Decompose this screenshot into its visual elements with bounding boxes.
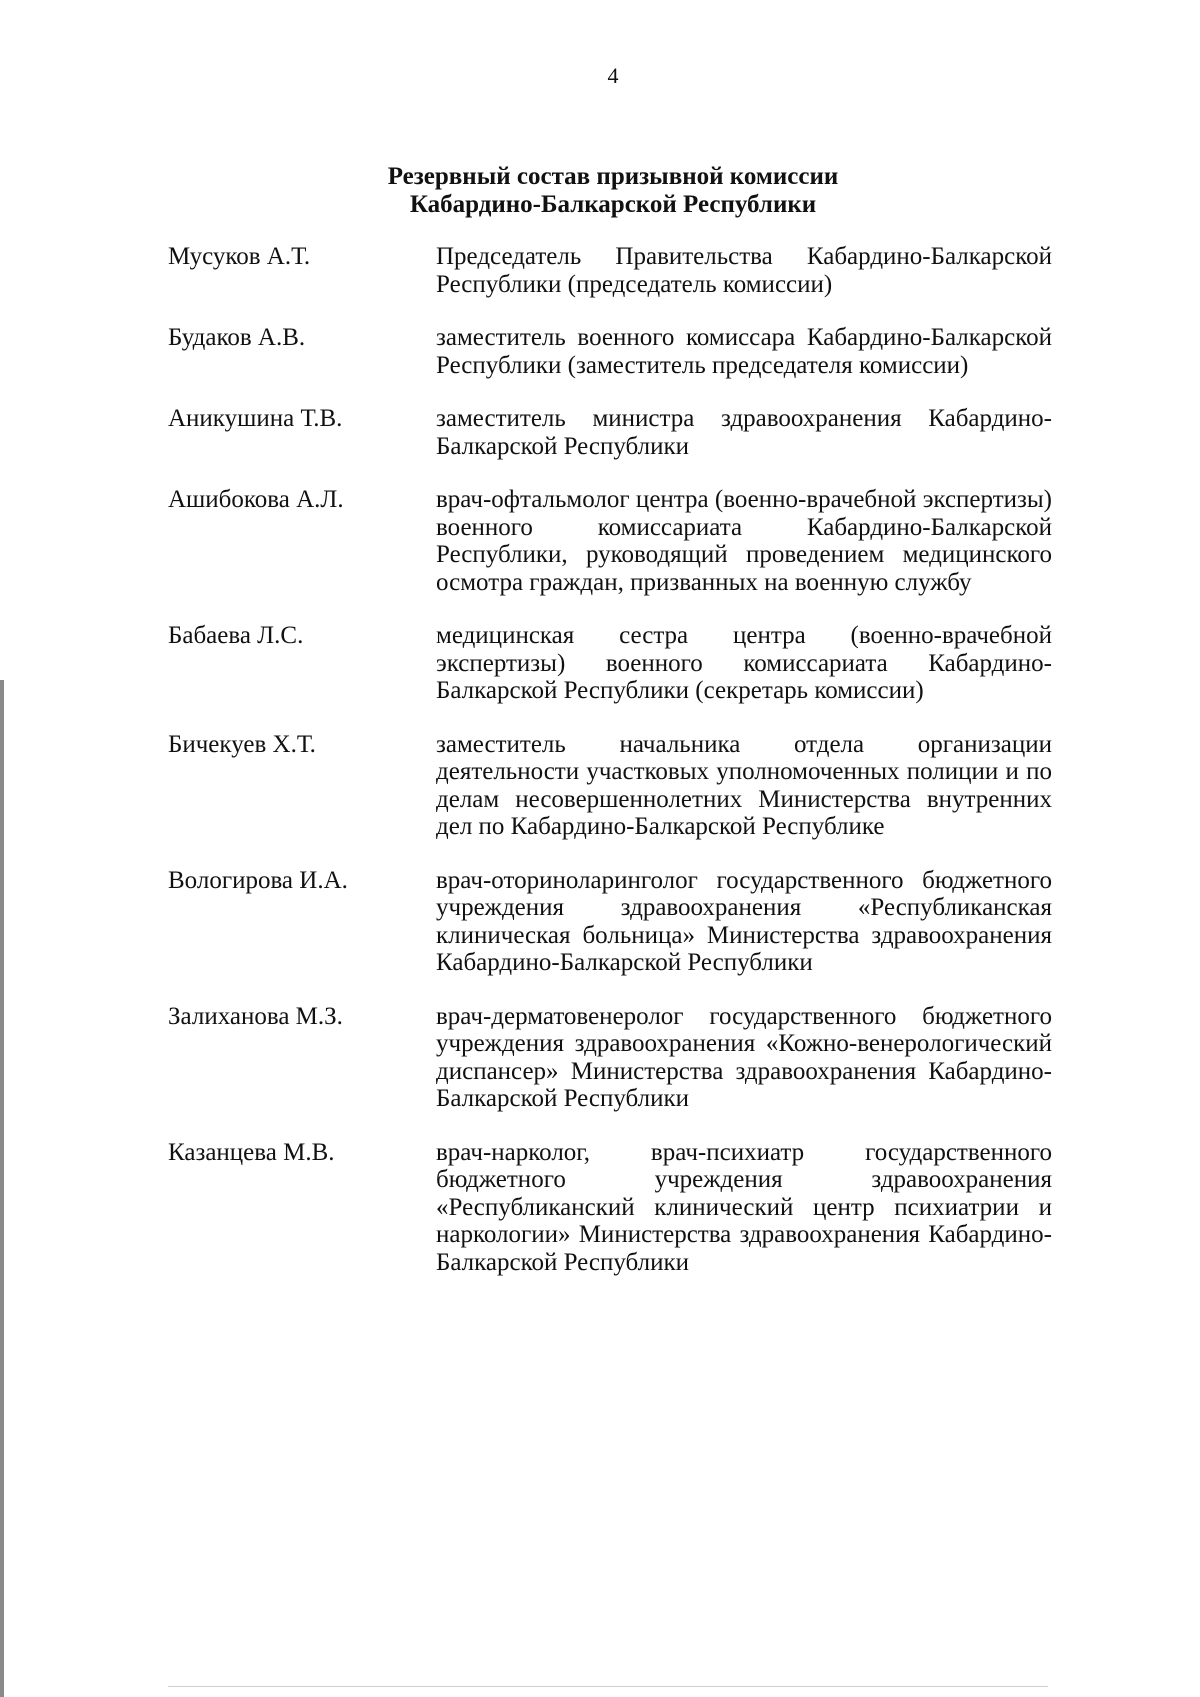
member-name: Бабаева Л.С. [168,622,304,649]
member-name: Казанцева М.В. [168,1138,335,1166]
member-name: Аникушина Т.В. [168,405,343,432]
member-row [168,1139,1052,1277]
page-title [0,163,1200,219]
member-name: Мусуков А.Т. [168,243,311,270]
member-row [168,731,1052,841]
scan-edge-shadow [0,680,4,1697]
member-role: заместитель военного комиссара Кабардино-Балкарской Республики (заместитель председателя комиссии) [436,324,1052,379]
member-row [168,486,1052,596]
member-row [168,405,1052,460]
member-role: врач-офтальмолог центра (военно-врачебной экспертизы) военного комиссариата Кабардино-Балкарской Республики, руководящий проведением медицинского осмотра граждан, призванных на военную службу [436,486,1052,596]
bottom-edge-line [168,1686,1048,1687]
member-name: Будаков А.В. [168,324,306,351]
member-row [168,622,1052,705]
member-row [168,324,1052,379]
member-name: Ашибокова А.Л. [168,486,344,513]
member-row [168,867,1052,977]
member-role: врач-оториноларинголог государственного бюджетного учреждения здравоохранения «Республиканская клиническая больница» Министерства здравоохранения Кабардино-Балкарской Республики [436,866,1052,976]
member-name: Вологирова И.А. [168,866,348,894]
member-list [168,243,1052,1302]
member-row [168,243,1052,298]
member-name: Залиханова М.З. [168,1002,343,1030]
member-role: врач-дерматовенеролог государственного бюджетного учреждения здравоохранения «Кожно-венерологический диспансер» Министерства здравоохранения Кабардино-Балкарской Республики [436,1002,1052,1112]
member-role: медицинская сестра центра (военно-врачебной экспертизы) военного комиссариата Кабардино-Балкарской Республики (секретарь комиссии) [436,622,1052,704]
page-number: 4 [607,63,619,88]
member-row [168,1003,1052,1113]
title-line-1: Резервный состав призывной комиссии [387,163,839,190]
member-role: заместитель начальника отдела организации деятельности участковых уполномоченных полиции и по делам несовершеннолетних Министерства внутренних дел по Кабардино-Балкарской Республике [436,730,1052,840]
member-role: врач-нарколог, врач-психиатр государственного бюджетного учреждения здравоохранения «Республиканский клинический центр психиатрии и наркологии» Министерства здравоохранения Кабардино-Балкарской Республики [436,1138,1052,1276]
member-role: заместитель министра здравоохранения Кабардино-Балкарской Республики [436,405,1052,460]
member-name: Бичекуев Х.Т. [168,730,316,758]
title-line-2: Кабардино-Балкарской Республики [409,191,817,218]
member-role: Председатель Правительства Кабардино-Балкарской Республики (председатель комиссии) [436,243,1052,298]
